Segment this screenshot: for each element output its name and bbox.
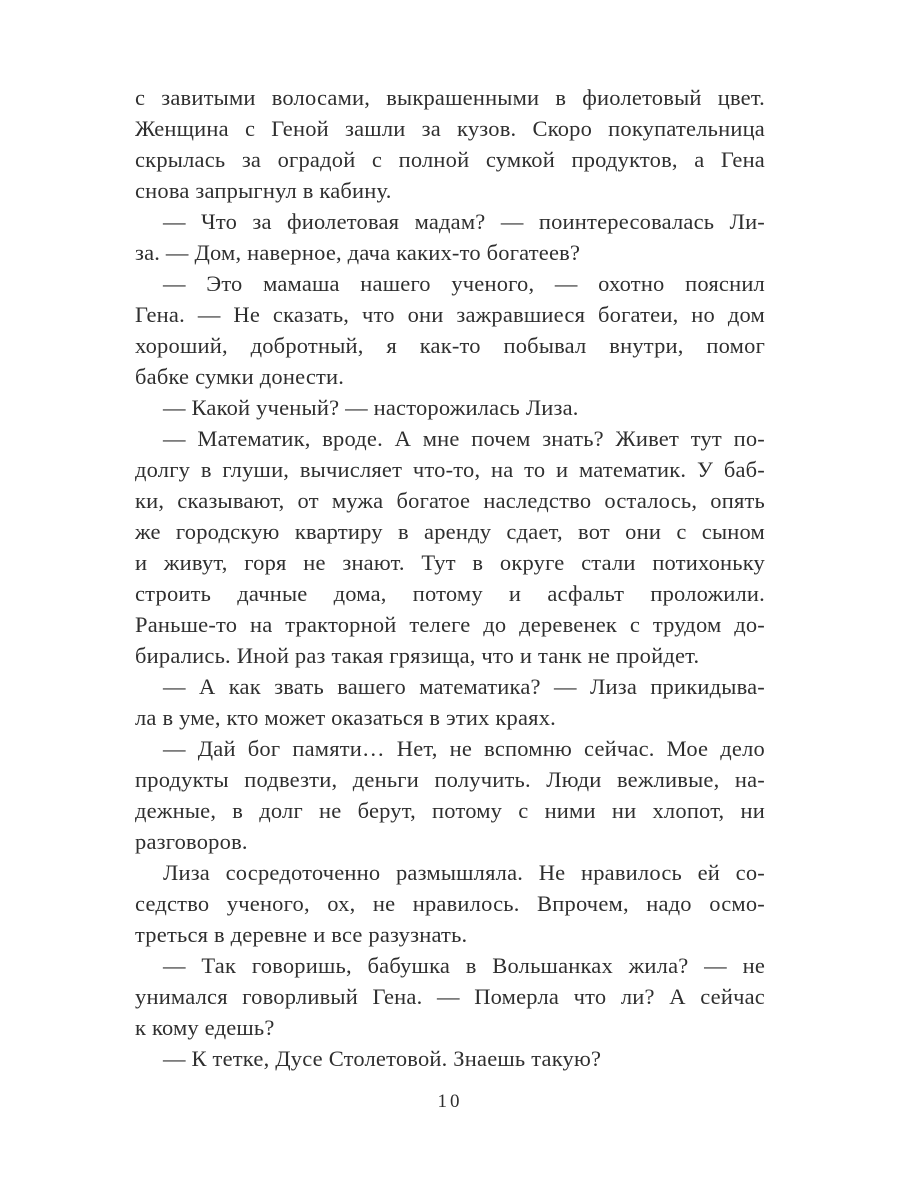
paragraph [135, 423, 765, 671]
text-line: с завитыми волосами, выкрашенными в фиолетовый цвет. [135, 85, 765, 110]
text-line: Лиза сосредоточенно размышляла. Не нравилось ей со- [163, 860, 765, 885]
text-line: треться в деревне и все разузнать. [135, 922, 468, 947]
text-line: Раньше-то на тракторной телеге до деревенек с трудом до- [135, 612, 765, 637]
text-line: разговоров. [135, 829, 248, 854]
text-line: — Какой ученый? — насторожилась Лиза. [163, 395, 579, 420]
paragraph [135, 733, 765, 857]
text-line: ки, сказывают, от мужа богатое наследство осталось, опять [135, 488, 765, 513]
text-line: продукты подвезти, деньги получить. Люди вежливые, на- [135, 767, 765, 792]
text-line: Женщина с Геной зашли за кузов. Скоро покупательница [135, 116, 765, 141]
text-line: же городскую квартиру в аренду сдает, вот они с сыном [135, 519, 765, 544]
paragraph [135, 857, 765, 950]
text-line: — Так говоришь, бабушка в Вольшанках жила? — не [163, 953, 765, 978]
text-line: за. — Дом, наверное, дача каких-то богатеев? [135, 240, 581, 265]
text-line: унимался говорливый Гена. — Померла что ли? А сейчас [135, 984, 765, 1009]
page-number: 10 [437, 1091, 463, 1112]
paragraph [135, 671, 765, 733]
text-line: — К тетке, Дусе Столетовой. Знаешь такую? [163, 1046, 602, 1071]
text-line: бабке сумки донести. [135, 364, 345, 389]
text-line: и живут, горя не знают. Тут в округе стали потихоньку [135, 550, 765, 575]
text-line: седство ученого, ох, не нравилось. Впрочем, надо осмо- [135, 891, 765, 916]
text-line: снова запрыгнул в кабину. [135, 178, 392, 203]
text-line: строить дачные дома, потому и асфальт проложили. [135, 581, 765, 606]
text-line: долгу в глуши, вычисляет что-то, на то и математик. У баб- [135, 457, 765, 482]
text-line: — Дай бог памяти… Нет, не вспомню сейчас. Мое дело [163, 736, 765, 761]
text-line: Гена. — Не сказать, что они зажравшиеся богатеи, но дом [135, 302, 765, 327]
text-line: — А как звать вашего математика? — Лиза прикидыва- [163, 674, 765, 699]
text-line: бирались. Иной раз такая грязища, что и танк не пройдет. [135, 643, 700, 668]
paragraph [135, 206, 765, 268]
paragraph [135, 268, 765, 392]
text-line: — Что за фиолетовая мадам? — поинтересовалась Ли- [163, 209, 765, 234]
text-line: к кому едешь? [135, 1015, 275, 1040]
text-line: — Математик, вроде. А мне почем знать? Живет тут по- [163, 426, 765, 451]
paragraph [135, 1043, 765, 1074]
paragraph [135, 392, 765, 423]
paragraph [135, 82, 765, 206]
text-block [135, 82, 765, 1074]
text-line: дежные, в долг не берут, потому с ними ни хлопот, ни [135, 798, 765, 823]
paragraph [135, 950, 765, 1043]
text-line: — Это мамаша нашего ученого, — охотно пояснил [163, 271, 765, 296]
text-line: скрылась за оградой с полной сумкой продуктов, а Гена [135, 147, 765, 172]
text-line: ла в уме, кто может оказаться в этих краях. [135, 705, 557, 730]
text-line: хороший, добротный, я как-то побывал внутри, помог [135, 333, 765, 358]
